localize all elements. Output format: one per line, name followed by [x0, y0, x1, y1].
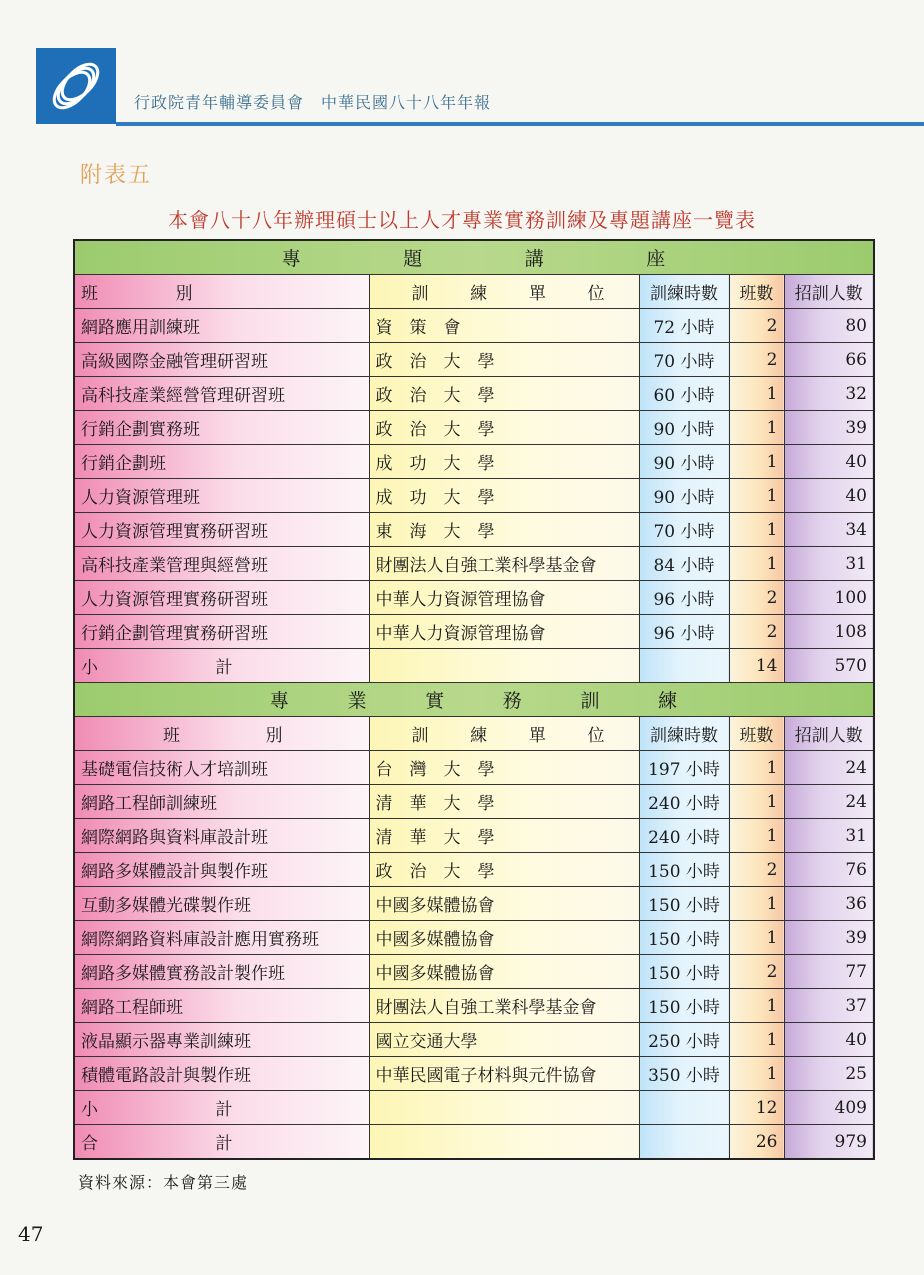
class-count: 1 [729, 445, 784, 479]
page-number: 47 [18, 1222, 44, 1246]
trainee-count: 76 [784, 853, 874, 887]
trainee-count: 25 [784, 1057, 874, 1091]
course-name: 網路多媒體實務設計製作班 [74, 955, 369, 989]
header-logo-block [36, 48, 116, 124]
training-unit: 中國多媒體協會 [369, 955, 639, 989]
header-people: 招訓人數 [784, 275, 874, 309]
column-header-row: 班 別 訓 練 單 位 訓練時數 班數 招訓人數 [74, 275, 874, 309]
trainee-count: 24 [784, 785, 874, 819]
course-name: 網際網路資料庫設計應用實務班 [74, 921, 369, 955]
class-count: 1 [729, 785, 784, 819]
training-unit: 成 功 大 學 [369, 445, 639, 479]
training-unit: 政 治 大 學 [369, 853, 639, 887]
section-title-char: 訓 [580, 690, 601, 712]
training-hours: 60 小時 [639, 377, 729, 411]
training-unit: 中國多媒體協會 [369, 921, 639, 955]
trainee-count: 24 [784, 751, 874, 785]
class-count: 1 [729, 377, 784, 411]
trainee-count: 100 [784, 581, 874, 615]
section-title-char: 務 [502, 690, 523, 712]
data-source: 資料來源：本會第三處 [78, 1173, 249, 1192]
class-count: 2 [729, 581, 784, 615]
class-count: 1 [729, 921, 784, 955]
class-count: 2 [729, 309, 784, 343]
table-row [74, 955, 874, 989]
trainee-count: 77 [784, 955, 874, 989]
header-classes: 班數 [729, 717, 784, 751]
header-title: 行政院青年輔導委員會 中華民國八十八年年報 [134, 93, 492, 112]
training-unit: 財團法人自強工業科學基金會 [369, 547, 639, 581]
section-title-char: 練 [658, 690, 679, 712]
course-name: 行銷企劃班 [74, 445, 369, 479]
class-count: 2 [729, 955, 784, 989]
header-people: 招訓人數 [784, 717, 874, 751]
total-people: 979 [784, 1125, 874, 1160]
section-title-char: 專 [269, 690, 290, 712]
training-hours: 72 小時 [639, 309, 729, 343]
table-row [74, 1057, 874, 1091]
subtotal-classes: 14 [729, 649, 784, 683]
section-title-char: 題 [403, 248, 424, 270]
table-row [74, 615, 874, 649]
section-title-char: 業 [347, 690, 368, 712]
table-row [74, 751, 874, 785]
trainee-count: 39 [784, 411, 874, 445]
table-row [74, 547, 874, 581]
training-hours: 70 小時 [639, 513, 729, 547]
class-count: 1 [729, 479, 784, 513]
training-unit: 政 治 大 學 [369, 411, 639, 445]
section-title-char: 實 [425, 690, 446, 712]
training-hours: 150 小時 [639, 853, 729, 887]
course-name: 網際網路與資料庫設計班 [74, 819, 369, 853]
table-row [74, 921, 874, 955]
table-row [74, 445, 874, 479]
trainee-count: 40 [784, 445, 874, 479]
training-hours: 197 小時 [639, 751, 729, 785]
class-count: 1 [729, 819, 784, 853]
table-row [74, 343, 874, 377]
table-row [74, 411, 874, 445]
total-row: 合 計 26 979 [74, 1125, 874, 1160]
trainee-count: 39 [784, 921, 874, 955]
training-unit: 中國多媒體協會 [369, 887, 639, 921]
trainee-count: 32 [784, 377, 874, 411]
training-hours: 96 小時 [639, 581, 729, 615]
training-unit: 中華人力資源管理協會 [369, 581, 639, 615]
appendix-label: 附表五 [80, 163, 153, 188]
class-count: 1 [729, 887, 784, 921]
trainee-count: 37 [784, 989, 874, 1023]
class-count: 1 [729, 1057, 784, 1091]
training-hours: 90 小時 [639, 479, 729, 513]
class-count: 2 [729, 615, 784, 649]
course-name: 網路應用訓練班 [74, 309, 369, 343]
training-unit: 東 海 大 學 [369, 513, 639, 547]
section-header [74, 240, 874, 275]
header-rule [116, 122, 924, 126]
course-name: 人力資源管理實務研習班 [74, 581, 369, 615]
course-name: 人力資源管理實務研習班 [74, 513, 369, 547]
trainee-count: 108 [784, 615, 874, 649]
training-unit: 清 華 大 學 [369, 785, 639, 819]
trainee-count: 36 [784, 887, 874, 921]
training-hours: 350 小時 [639, 1057, 729, 1091]
class-count: 1 [729, 989, 784, 1023]
header-hours: 訓練時數 [639, 717, 729, 751]
training-unit: 政 治 大 學 [369, 343, 639, 377]
training-unit: 成 功 大 學 [369, 479, 639, 513]
table-row [74, 513, 874, 547]
trainee-count: 31 [784, 819, 874, 853]
training-hours: 240 小時 [639, 785, 729, 819]
course-name: 互動多媒體光碟製作班 [74, 887, 369, 921]
training-hours: 96 小時 [639, 615, 729, 649]
course-name: 網路工程師訓練班 [74, 785, 369, 819]
logo-icon [36, 48, 116, 124]
table-row [74, 377, 874, 411]
trainee-count: 34 [784, 513, 874, 547]
course-name: 液晶顯示器專業訓練班 [74, 1023, 369, 1057]
class-count: 1 [729, 751, 784, 785]
subtotal-classes: 12 [729, 1091, 784, 1125]
training-unit: 中華民國電子材料與元件協會 [369, 1057, 639, 1091]
course-name: 高科技產業經營管理研習班 [74, 377, 369, 411]
course-name: 基礎電信技術人才培訓班 [74, 751, 369, 785]
course-name: 積體電路設計與製作班 [74, 1057, 369, 1091]
table-row [74, 853, 874, 887]
course-name: 高科技產業管理與經營班 [74, 547, 369, 581]
trainee-count: 80 [784, 309, 874, 343]
course-name: 網路工程師班 [74, 989, 369, 1023]
trainee-count: 40 [784, 1023, 874, 1057]
training-hours: 150 小時 [639, 955, 729, 989]
course-name: 網路多媒體設計與製作班 [74, 853, 369, 887]
trainee-count: 31 [784, 547, 874, 581]
training-unit: 資 策 會 [369, 309, 639, 343]
table-row [74, 1023, 874, 1057]
trainee-count: 66 [784, 343, 874, 377]
table-row [74, 887, 874, 921]
table-row [74, 479, 874, 513]
section-title-char: 講 [524, 248, 545, 270]
section-header [74, 683, 874, 717]
subtotal-people: 570 [784, 649, 874, 683]
table-title: 本會八十八年辦理碩士以上人才專業實務訓練及專題講座一覽表 [168, 208, 756, 232]
training-unit: 台 灣 大 學 [369, 751, 639, 785]
training-hours: 150 小時 [639, 921, 729, 955]
training-hours: 240 小時 [639, 819, 729, 853]
subtotal-people: 409 [784, 1091, 874, 1125]
class-count: 2 [729, 343, 784, 377]
class-count: 1 [729, 513, 784, 547]
header-hours: 訓練時數 [639, 275, 729, 309]
training-unit: 清 華 大 學 [369, 819, 639, 853]
training-hours: 150 小時 [639, 989, 729, 1023]
training-table [73, 239, 875, 1160]
table-row [74, 309, 874, 343]
training-unit: 財團法人自強工業科學基金會 [369, 989, 639, 1023]
table-row [74, 785, 874, 819]
class-count: 1 [729, 547, 784, 581]
course-name: 人力資源管理班 [74, 479, 369, 513]
section-title-char: 座 [646, 248, 667, 270]
training-hours: 90 小時 [639, 445, 729, 479]
class-count: 2 [729, 853, 784, 887]
training-unit: 政 治 大 學 [369, 377, 639, 411]
column-header-row: 班 別 訓 練 單 位 訓練時數 班數 招訓人數 [74, 717, 874, 751]
trainee-count: 40 [784, 479, 874, 513]
training-hours: 250 小時 [639, 1023, 729, 1057]
table-row [74, 581, 874, 615]
table-row [74, 989, 874, 1023]
training-hours: 84 小時 [639, 547, 729, 581]
class-count: 1 [729, 411, 784, 445]
training-hours: 150 小時 [639, 887, 729, 921]
total-classes: 26 [729, 1125, 784, 1160]
course-name: 高級國際金融管理研習班 [74, 343, 369, 377]
subtotal-row: 小 計 12 409 [74, 1091, 874, 1125]
training-hours: 90 小時 [639, 411, 729, 445]
training-hours: 70 小時 [639, 343, 729, 377]
header-classes: 班數 [729, 275, 784, 309]
class-count: 1 [729, 1023, 784, 1057]
table-row [74, 819, 874, 853]
course-name: 行銷企劃實務班 [74, 411, 369, 445]
section-title-char: 專 [281, 248, 302, 270]
training-unit: 中華人力資源管理協會 [369, 615, 639, 649]
course-name: 行銷企劃管理實務研習班 [74, 615, 369, 649]
subtotal-row: 小 計 14 570 [74, 649, 874, 683]
training-unit: 國立交通大學 [369, 1023, 639, 1057]
